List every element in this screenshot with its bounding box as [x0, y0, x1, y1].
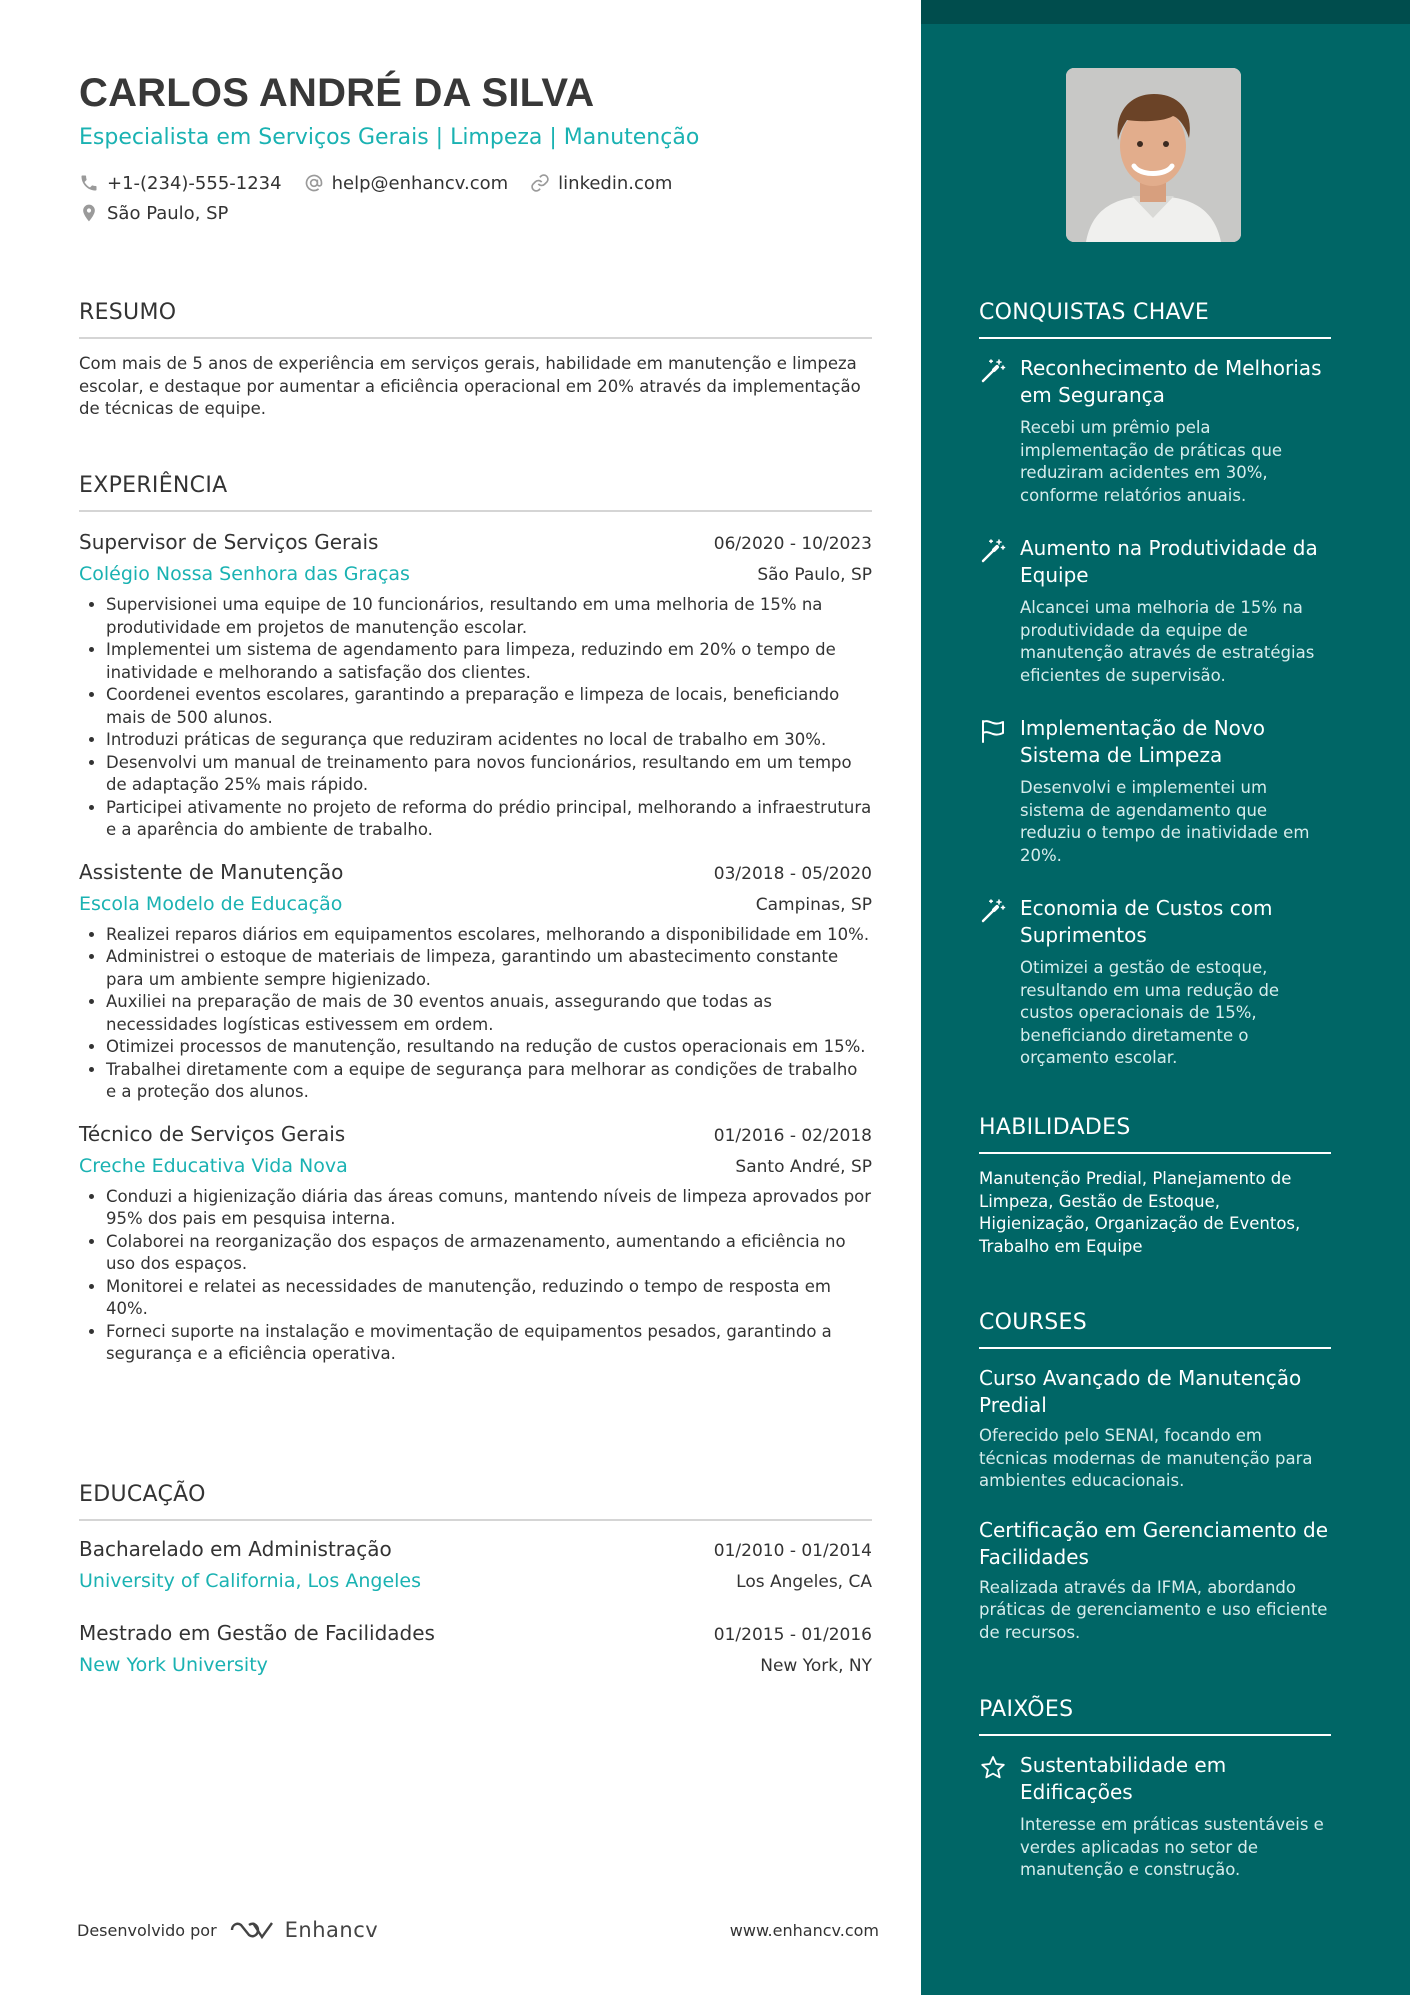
skills-section [979, 1114, 1331, 1258]
achievement-item [979, 355, 1331, 507]
job-location: São Paulo, SP [757, 565, 872, 585]
bullet-item: • Administrei o estoque de materiais de limpeza, garantindo um abastecimento constante para um ambiente sempre higienizado. [106, 946, 872, 991]
location-pin-icon [79, 203, 99, 223]
brand-credit[interactable] [77, 1918, 378, 1942]
job-title: Técnico de Serviços Gerais [79, 1121, 346, 1146]
bullet-item: • Otimizei processos de manutenção, resultando na redução de custos operacionais em 15%. [106, 1036, 872, 1059]
bullet-item: • Coordenei eventos escolares, garantindo a preparação e limpeza de locais, beneficiando mais de 500 alunos. [106, 684, 872, 729]
degree-title: Mestrado em Gestão de Facilidades [79, 1621, 435, 1645]
courses-title: COURSES [979, 1310, 1087, 1335]
course-title: Curso Avançado de Manutenção Predial [979, 1366, 1302, 1417]
achievement-title: Implementação de Novo Sistema de Limpeza [1020, 716, 1265, 767]
bullet-item: • Monitorei e relatei as necessidades de manutenção, reduzindo o tempo de resposta em 40%. [106, 1276, 872, 1321]
contact-email[interactable] [304, 173, 509, 194]
bullet-item: • Supervisionei uma equipe de 10 funcionários, resultando em uma melhoria de 15% na produtividade em projetos de manutenção escolar. [106, 594, 872, 639]
phone-icon [79, 173, 99, 193]
job-dates: 03/2018 - 05/2020 [713, 863, 872, 884]
candidate-headline: Especialista em Serviços Gerais | Limpeza | Manutenção [79, 125, 700, 150]
location-text: São Paulo, SP [107, 202, 229, 224]
job-title: Assistente de Manutenção [79, 859, 344, 884]
passion-desc: Interesse em práticas sustentáveis e verdes aplicadas no setor de manutenção e construção. [1020, 1815, 1324, 1879]
job-entry [79, 528, 872, 842]
courses-section [979, 1309, 1331, 1644]
education-section [79, 1481, 872, 1679]
enhancv-logo-icon [229, 1918, 379, 1942]
contact-location [79, 203, 228, 224]
course-title: Certificação em Gerenciamento de Facilidades [979, 1517, 1329, 1569]
skills-title: HABILIDADES [979, 1115, 1131, 1140]
magic-wand-icon [979, 897, 1007, 925]
section-divider [79, 1519, 872, 1521]
section-divider [79, 337, 872, 339]
achievements-title: CONQUISTAS CHAVE [979, 300, 1210, 325]
education-entry [79, 1535, 872, 1595]
section-divider [979, 1734, 1331, 1736]
contact-linkedin[interactable] [530, 173, 672, 194]
achievement-desc: Alcancei uma melhoria de 15% na produtividade da equipe de manutenção através de estratégias eficientes de supervisão. [1020, 598, 1315, 685]
at-sign-icon [304, 173, 324, 193]
email-text: help@enhancv.com [331, 172, 509, 194]
school-name: New York University [79, 1654, 268, 1676]
course-desc: Realizada através da IFMA, abordando práticas de gerenciamento e uso eficiente de recursos. [979, 1577, 1328, 1642]
company-name: Colégio Nossa Senhora das Graças [79, 563, 410, 585]
job-entry [79, 858, 872, 1104]
experience-section [79, 472, 872, 1366]
achievement-item [979, 715, 1331, 867]
passion-item [979, 1752, 1331, 1882]
bullet-item: • Conduzi a higienização diária das áreas comuns, mantendo níveis de limpeza aprovados por 95% dos pais em pesquisa interna. [106, 1186, 872, 1231]
bullet-item: • Auxiliei na preparação de mais de 30 eventos anuais, assegurando que todas as necessidades logísticas estivessem em ordem. [106, 991, 872, 1036]
education-entry [79, 1619, 872, 1679]
education-title: EDUCAÇÃO [79, 1482, 206, 1507]
contact-phone[interactable] [79, 173, 282, 194]
flag-icon [979, 717, 1007, 745]
course-desc: Oferecido pelo SENAI, focando em técnicas modernas de manutenção para ambientes educacionais. [979, 1426, 1313, 1490]
footer [77, 1910, 879, 1950]
job-entry [79, 1120, 872, 1366]
bullet-item: • Implementei um sistema de agendamento para limpeza, reduzindo em 20% o tempo de inatividade e melhorando a satisfação dos clientes. [106, 639, 872, 684]
passions-section [979, 1696, 1331, 1882]
achievement-title: Economia de Custos com Suprimentos [1020, 896, 1273, 947]
education-dates: 01/2015 - 01/2016 [713, 1625, 872, 1645]
header [79, 70, 872, 228]
bullet-item: • Realizei reparos diários em equipamentos escolares, melhorando a disponibilidade em 10%. [106, 924, 872, 947]
experience-title: EXPERIÊNCIA [79, 473, 228, 498]
education-dates: 01/2010 - 01/2014 [713, 1541, 872, 1561]
job-location: Santo André, SP [735, 1156, 872, 1177]
phone-text: +1-(234)-555-1234 [107, 172, 282, 194]
job-location: Campinas, SP [755, 894, 872, 915]
achievements-section [979, 299, 1331, 1070]
company-name: Creche Educativa Vida Nova [79, 1154, 348, 1177]
summary-title: RESUMO [79, 300, 177, 325]
job-title: Supervisor de Serviços Gerais [79, 530, 379, 554]
magic-wand-icon [979, 537, 1007, 565]
job-dates: 06/2020 - 10/2023 [713, 534, 872, 554]
bullet-item: • Trabalhei diretamente com a equipe de segurança para melhorar as condições de trabalho e a proteção dos alunos. [106, 1059, 872, 1104]
course-item [979, 1365, 1331, 1493]
bullet-item: • Forneci suporte na instalação e movimentação de equipamentos pesados, garantindo a segurança e a eficiência operativa. [106, 1321, 872, 1366]
section-divider [979, 1152, 1331, 1154]
school-name: University of California, Los Angeles [79, 1570, 422, 1592]
passions-title: PAIXÕES [979, 1697, 1074, 1722]
job-dates: 01/2016 - 02/2018 [713, 1125, 872, 1146]
link-icon [530, 173, 550, 193]
achievement-desc: Desenvolvi e implementei um sistema de agendamento que reduziu o tempo de inatividade em 20%. [1020, 778, 1310, 865]
section-divider [79, 510, 872, 512]
bullet-item: • Desenvolvi um manual de treinamento para novos funcionários, resultando em um tempo de adaptação 25% mais rápido. [106, 752, 872, 797]
summary-text: Com mais de 5 anos de experiência em serviços gerais, habilidade em manutenção e limpeza escolar, e destaque por aumentar a eficiência operacional em 20% através da implementação de técnicas de equipe. [79, 354, 861, 418]
summary-section [79, 299, 872, 421]
school-location: New York, NY [760, 1656, 872, 1676]
job-bullets [79, 924, 872, 1104]
course-item [979, 1517, 1331, 1645]
achievement-desc: Otimizei a gestão de estoque, resultando em uma redução de custos operacionais de 15%, beneficiando diretamente o orçamento escolar. [1020, 958, 1280, 1067]
section-divider [979, 1347, 1331, 1349]
section-divider [979, 337, 1331, 339]
job-bullets [79, 1186, 872, 1366]
job-bullets [79, 594, 872, 842]
achievement-item [979, 535, 1331, 687]
achievement-desc: Recebi um prêmio pela implementação de práticas que reduziram acidentes em 30%, conforme relatórios anuais. [1020, 418, 1283, 505]
sidebar-top-band [921, 0, 1410, 24]
candidate-name: CARLOS ANDRÉ DA SILVA [79, 71, 595, 115]
linkedin-text: linkedin.com [558, 172, 673, 194]
website-link[interactable]: www.enhancv.com [729, 1920, 879, 1940]
bullet-item: • Participei ativamente no projeto de reforma do prédio principal, melhorando a infraestrutura e a aparência do ambiente de trabalho. [106, 797, 872, 842]
star-icon [979, 1754, 1007, 1782]
degree-title: Bacharelado em Administração [79, 1537, 392, 1561]
achievement-title: Reconhecimento de Melhorias em Segurança [1020, 356, 1322, 407]
profile-photo [1066, 68, 1241, 242]
passion-title: Sustentabilidade em Edificações [1020, 1753, 1227, 1804]
school-location: Los Angeles, CA [736, 1572, 872, 1592]
magic-wand-icon [979, 357, 1007, 385]
bullet-item: • Colaborei na reorganização dos espaços de armazenamento, aumentando a eficiência no uso dos espaços. [106, 1231, 872, 1276]
company-name: Escola Modelo de Educação [79, 892, 343, 915]
brand-name: Enhancv [284, 1918, 379, 1942]
powered-by-label: Desenvolvido por [77, 1920, 217, 1940]
contact-info [79, 168, 872, 228]
skills-list: Manutenção Predial, Planejamento de Limpeza, Gestão de Estoque, Higienização, Organização de Eventos, Trabalho em Equipe [979, 1169, 1301, 1256]
bullet-item: • Introduzi práticas de segurança que reduziram acidentes no local de trabalho em 30%. [106, 729, 872, 752]
achievement-item [979, 895, 1331, 1070]
achievement-title: Aumento na Produtividade da Equipe [1020, 536, 1318, 587]
